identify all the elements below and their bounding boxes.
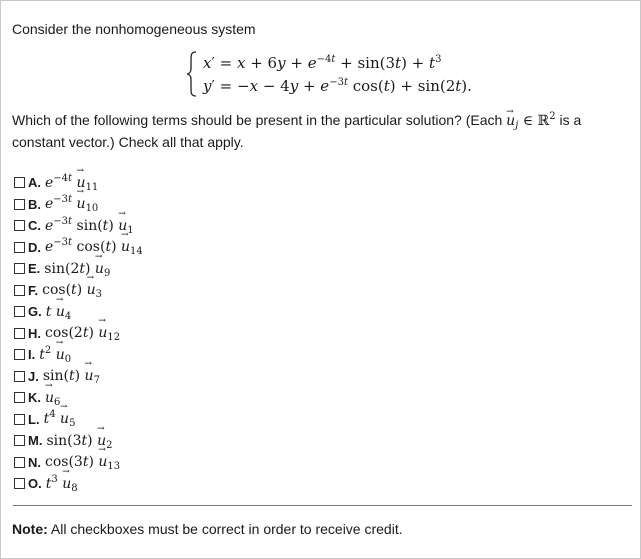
checkbox-b[interactable] (14, 199, 25, 210)
option-f-label: F. (28, 282, 39, 298)
option-h[interactable] (14, 323, 143, 345)
option-k-label: K. (28, 390, 41, 406)
option-d[interactable] (14, 237, 143, 259)
option-a-expression: $e^{-4t} \to u_{11}$ (45, 175, 98, 191)
question-text-part2: is a constant vector.) Check all that apply. (12, 112, 582, 150)
option-l-expression: $t^4 \to u_5$ (44, 411, 76, 427)
option-h-label: H. (28, 325, 41, 341)
checkbox-e[interactable] (14, 263, 25, 274)
checkbox-h[interactable] (14, 328, 25, 339)
note (12, 521, 403, 537)
divider (13, 505, 632, 506)
option-m-label: M. (28, 433, 43, 449)
note-label: Note: (12, 521, 48, 537)
option-g[interactable] (14, 301, 143, 323)
checkbox-n[interactable] (14, 457, 25, 468)
option-n-expression: $\cos(3t) \to u_{13}$ (45, 454, 120, 470)
options-list (14, 172, 143, 495)
option-i-expression: $t^2 \to u_0$ (39, 347, 71, 363)
option-g-expression: $t \to u_4$ (46, 304, 72, 320)
problem-intro: Consider the nonhomogeneous system (12, 21, 256, 37)
checkbox-j[interactable] (14, 371, 25, 382)
option-o-label: O. (28, 476, 42, 492)
option-n-label: N. (28, 454, 41, 470)
option-g-label: G. (28, 304, 42, 320)
checkbox-f[interactable] (14, 285, 25, 296)
option-b-expression: $e^{-3t} \to u_{10}$ (45, 196, 98, 212)
checkbox-g[interactable] (14, 306, 25, 317)
option-m[interactable] (14, 430, 143, 452)
option-c-expression: $e^{-3t}$ $\sin(t) \to u_1$ (45, 218, 134, 234)
option-m-expression: $\sin(3t) \to u_2$ (46, 433, 112, 449)
option-d-label: D. (28, 239, 41, 255)
checkbox-c[interactable] (14, 220, 25, 231)
option-j[interactable] (14, 366, 143, 388)
checkbox-a[interactable] (14, 177, 25, 188)
left-brace (186, 51, 198, 97)
vector-membership-math: → $u_j$ ∈ ℝ$^2$ (506, 113, 555, 129)
option-j-expression: $\sin(t) \to u_7$ (43, 368, 100, 384)
checkbox-k[interactable] (14, 392, 25, 403)
checkbox-m[interactable] (14, 435, 25, 446)
option-e-expression: $\sin(2t) \to u_9$ (44, 261, 110, 277)
option-l[interactable] (14, 409, 143, 431)
option-e-label: E. (28, 261, 41, 277)
option-o-expression: $t^3 \to u_8$ (46, 476, 78, 492)
option-i[interactable] (14, 344, 143, 366)
option-f-expression: $\cos(t) \to u_3$ (42, 282, 102, 298)
option-d-expression: $e^{-3t}$ $\cos(t) \to u_{14}$ (45, 239, 143, 255)
option-i-label: I. (28, 347, 36, 363)
equation-y-prime: $y' = -x - 4y + e^{-3t}$ cos(t) + sin(2t). (203, 77, 472, 95)
checkbox-d[interactable] (14, 242, 25, 253)
option-n[interactable] (14, 452, 143, 474)
checkbox-o[interactable] (14, 478, 25, 489)
option-o[interactable] (14, 473, 143, 495)
option-f[interactable] (14, 280, 143, 302)
option-e[interactable] (14, 258, 143, 280)
option-c-label: C. (28, 218, 41, 234)
option-j-label: J. (28, 368, 39, 384)
option-k[interactable] (14, 387, 143, 409)
question-text (12, 110, 612, 153)
option-h-expression: $\cos(2t) \to u_{12}$ (45, 325, 120, 341)
checkbox-l[interactable] (14, 414, 25, 425)
equation-x-prime: $x' = x + 6y + e^{-4t} + \sin(3t) + t^3$ (203, 54, 442, 72)
option-l-label: L. (28, 411, 40, 427)
checkbox-i[interactable] (14, 349, 25, 360)
note-text: All checkboxes must be correct in order to receive credit. (47, 521, 403, 537)
option-b-label: B. (28, 196, 41, 212)
option-k-expression: → $u_6$ (45, 390, 60, 406)
question-text-part1: Which of the following terms should be present in the particular solution? (Each (12, 112, 507, 128)
option-a-label: A. (28, 175, 41, 191)
